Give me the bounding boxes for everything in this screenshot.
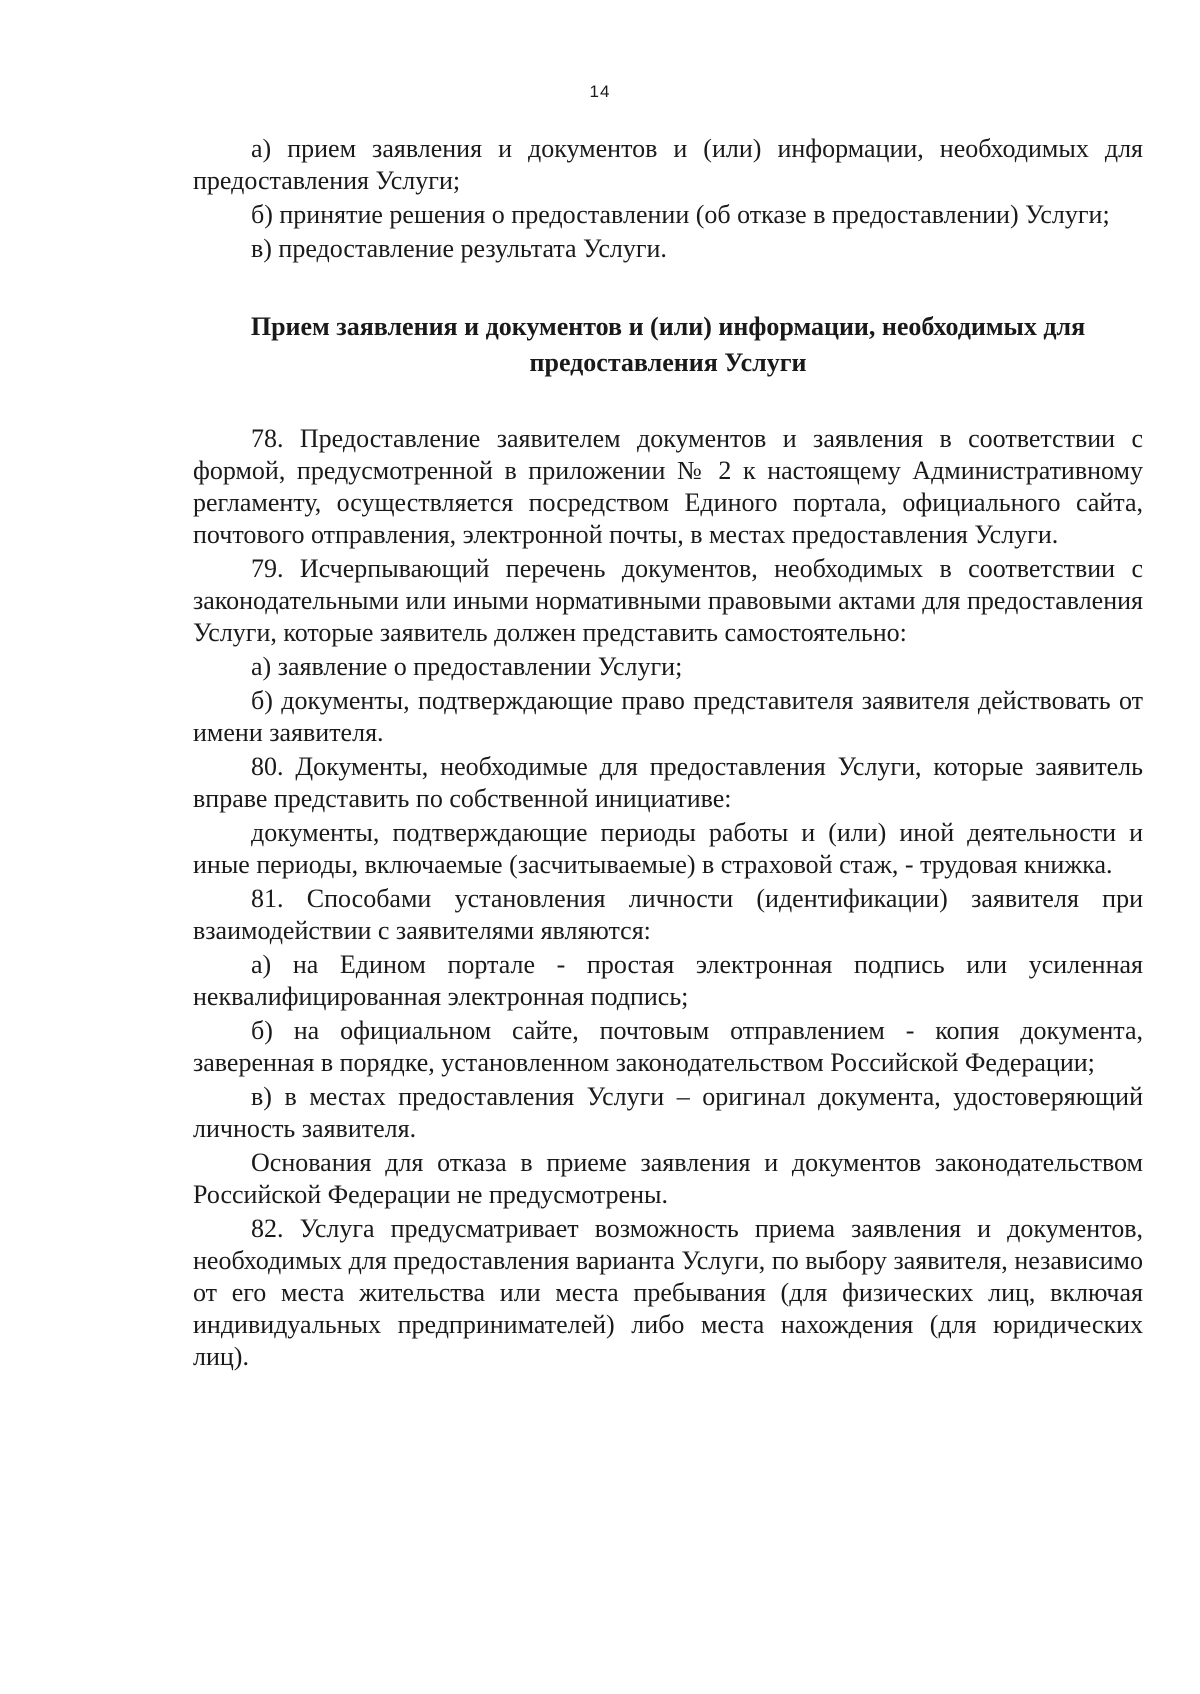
- paragraph-79-item-a: а) заявление о предоставлении Услуги;: [251, 652, 683, 681]
- section-heading-line1: Прием заявления и документов и (или) информации, необходимых для: [250, 312, 1086, 341]
- paragraph-81: 81. Способами установления личности (идентификации) заявителя при взаимодействии с заявителями являются:: [193, 884, 1143, 945]
- paragraph-81-item-c: в) в местах предоставления Услуги – оригинал документа, удостоверяющий личность заявителя.: [193, 1082, 1143, 1143]
- intro-item-a: а) прием заявления и документов и (или) информации, необходимых для предоставления Услуги;: [193, 134, 1143, 195]
- page-number: 14: [589, 82, 611, 101]
- document-body: [193, 133, 1143, 1375]
- section-heading-line2: предоставления Услуги: [529, 348, 807, 377]
- paragraph-78: 78. Предоставление заявителем документов и заявления в соответствии с формой, предусмотренной в приложении № 2 к настоящему Административному регламенту, осуществляется посредством Единого портала, официального сайта, почтового отправления, электронной почты, в местах предоставления Услуги.: [193, 424, 1143, 549]
- paragraph-82: 82. Услуга предусматривает возможность приема заявления и документов, необходимых для предоставления варианта Услуги, по выбору заявителя, независимо от его места жительства или места пребывания (для физических лиц, включая индивидуальных предпринимателей) либо места нахождения (для юридических лиц).: [193, 1214, 1143, 1371]
- paragraph-refusal-grounds: Основания для отказа в приеме заявления и документов законодательством Российской Федерации не предусмотрены.: [193, 1148, 1143, 1209]
- intro-item-c: в) предоставление результата Услуги.: [251, 234, 667, 263]
- paragraph-80: 80. Документы, необходимые для предоставления Услуги, которые заявитель вправе представить по собственной инициативе:: [193, 752, 1143, 813]
- section-heading: [193, 309, 1143, 381]
- paragraph-81-item-b: б) на официальном сайте, почтовым отправлением - копия документа, заверенная в порядке, установленном законодательством Российской Федерации;: [193, 1016, 1143, 1077]
- paragraph-79: 79. Исчерпывающий перечень документов, необходимых в соответствии с законодательными или иными нормативными правовыми актами для предоставления Услуги, которые заявитель должен представить самостоятельно:: [193, 554, 1143, 647]
- paragraph-80-item: документы, подтверждающие периоды работы и (или) иной деятельности и иные периоды, включаемые (засчитываемые) в страховой стаж, - трудовая книжка.: [193, 818, 1143, 879]
- paragraph-79-item-b: б) документы, подтверждающие право представителя заявителя действовать от имени заявителя.: [193, 686, 1143, 747]
- paragraph-81-item-a: а) на Едином портале - простая электронная подпись или усиленная неквалифицированная электронная подпись;: [193, 950, 1143, 1011]
- intro-item-b: б) принятие решения о предоставлении (об отказе в предоставлении) Услуги;: [251, 200, 1110, 229]
